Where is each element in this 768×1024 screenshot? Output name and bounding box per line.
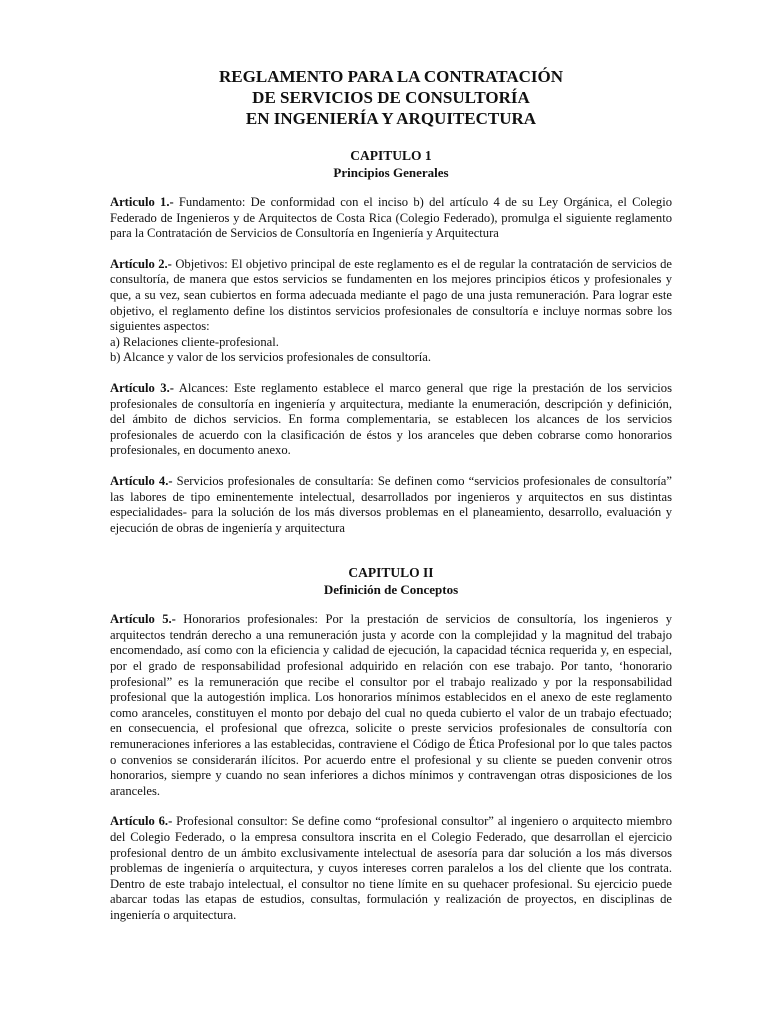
title-line-2: DE SERVICIOS DE CONSULTORÍA bbox=[252, 88, 530, 107]
article-6-text: Profesional consultor: Se define como “profesional consultor” al ingeniero o arquitecto miembro del Colegio Federado, o la empresa consultora inscrita en el Colegio Federado, que desarrollan el ejercicio profesional dentro de un ámbito exclusivamente intelectual de asesoría para dar solución a los más diversos problemas de ingeniería o arquitectura, y cuyos intereses corren paralelos a los del cliente que los contrata. Dentro de este trabajo intelectual, el consultor no tiene límite en su quehacer profesional. Su ejercicio puede abarcar todas las etapas de estudios, consultas, formulación y realización de proyectos, en disciplinas de ingeniería o arquitectura. bbox=[110, 814, 672, 922]
article-6-label: Artículo 6.- bbox=[110, 814, 173, 829]
article-3-text: Alcances: Este reglamento establece el marco general que rige la prestación de los servicios profesionales de consultoría en ingeniería y arquitectura, mediante la enumeración, descripción y definición, del ámbito de dichos servicios. En forma complementaria, se establecen los alcances de los servicios profesionales de acuerdo con la clasificación de éstos y los aranceles que deben cobrarse como honorarios profesionales, en documento anexo. bbox=[110, 380, 672, 458]
chapter-1-heading bbox=[110, 147, 672, 181]
article-2-text: Objetivos: El objetivo principal de este reglamento es el de regular la contratación de servicios de consultoría, de manera que estos servicios se fundamenten en los mejores principios éticos y profesionales y que, a su vez, sean cubiertos en forma adecuada mediante el pago de una justa remuneración. Para lograr este objetivo, el reglamento define los distintos servicios profesionales de consultoría e incluye normas sobre los siguientes aspectos: bbox=[110, 256, 672, 334]
article-2-list-item-a: a) Relaciones cliente-profesional. bbox=[110, 334, 279, 349]
article-1-text: Fundamento: De conformidad con el inciso b) del artículo 4 de su Ley Orgánica, el Colegio Federado de Ingenieros y de Arquitectos de Costa Rica (Colegio Federado), promulga el siguiente reglamento para la Contratación de Servicios de Consultoría en Ingeniería y Arquitectura bbox=[110, 195, 672, 241]
title-line-3: EN INGENIERÍA Y ARQUITECTURA bbox=[245, 109, 537, 128]
article-3 bbox=[110, 381, 672, 459]
article-1-label: Articulo 1.- bbox=[110, 195, 174, 209]
article-2-list-item-b: b) Alcance y valor de los servicios profesionales de consultoría. bbox=[110, 350, 432, 365]
chapter-1-name: Principios Generales bbox=[333, 165, 449, 180]
article-4-label: Artículo 4.- bbox=[110, 473, 173, 488]
article-2-label: Artículo 2.- bbox=[110, 256, 172, 271]
article-5-label: Artículo 5.- bbox=[110, 612, 176, 627]
article-6 bbox=[110, 814, 672, 923]
article-4 bbox=[110, 474, 672, 536]
document-page bbox=[110, 66, 672, 924]
chapter-2-name: Definición de Conceptos bbox=[323, 582, 459, 598]
article-2 bbox=[110, 257, 672, 366]
article-4-text: Servicios profesionales de consultaría: Se definen como “servicios profesionales de consultoría” las labores de tipo eminentemente intelectual, desarrollados por ingenieros y arquitectos en sus distintas especialidades- para la solución de los más diversos problemas en el planeamiento, desarrollo, evaluación y ejecución de obras de ingeniería y arquitectura bbox=[110, 473, 672, 535]
title-line-1: REGLAMENTO PARA LA CONTRATACIÓN bbox=[219, 67, 563, 86]
chapter-1-number: CAPITULO 1 bbox=[350, 148, 432, 163]
article-1 bbox=[110, 195, 672, 242]
article-5 bbox=[110, 612, 672, 799]
chapter-2-number: CAPITULO II bbox=[348, 565, 434, 581]
chapter-2-heading bbox=[110, 564, 672, 598]
article-5-text: Honorarios profesionales: Por la prestación de servicios de consultoría, los ingenieros y arquitectos tendrán derecho a una remuneración justa y acorde con la complejidad y la magnitud del trabajo encomendado, así como con la eficiencia y calidad de ejecución, la capacidad técnica requerida y, en especial, por el grado de responsabilidad profesional adquirido en relación con ese trabajo. Por tanto, ‘honorario profesional” es la remuneración que recibe el consultor por el trabajo realizado y por la responsabilidad profesional que la autogestión implica. Los honorarios mínimos establecidos en el anexo de este reglamento como aranceles, constituyen el monto por debajo del cual no queda cubierto el valor de un trabajo efectuado; en consecuencia, el profesional que ofrezca, solicite o preste servicios profesionales de consultoría con remuneraciones inferiores a las establecidas, contraviene el Código de Ética Profesional por lo que tales pactos o convenios se considerarán ilícitos. Por acuerdo entre el profesional y su cliente se pueden convenir otros honorarios, siempre y cuando no sean inferiores a dichos mínimos y contravengan otras disposiciones de los aranceles. bbox=[110, 612, 672, 798]
document-title bbox=[110, 66, 672, 129]
article-3-label: Artículo 3.- bbox=[110, 380, 174, 395]
